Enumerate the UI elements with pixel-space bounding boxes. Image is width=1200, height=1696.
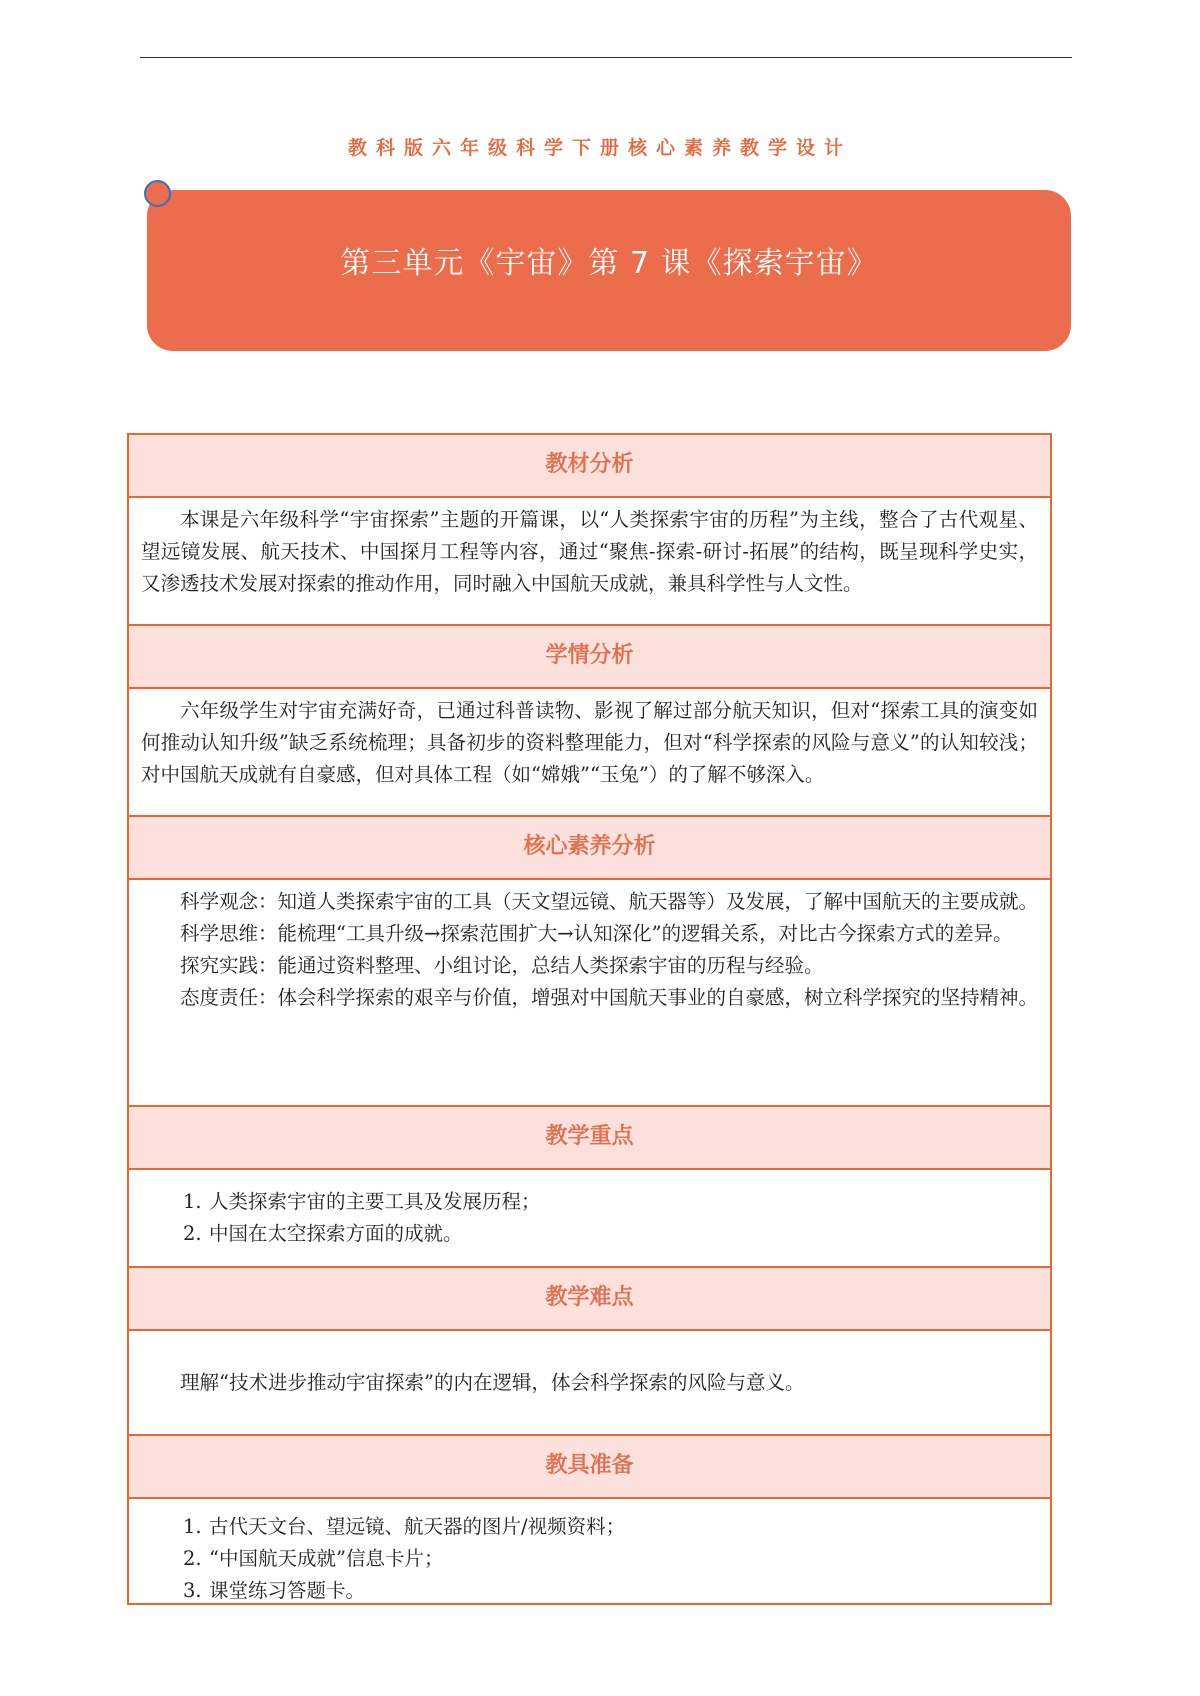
lesson-banner (147, 190, 1071, 351)
paragraph: 科学思维：能梳理“工具升级→探索范围扩大→认知深化”的逻辑关系，对比古今探索方式的差异。 (180, 922, 1013, 945)
paragraph: 理解“技术进步推动宇宙探索”的内在逻辑，体会科学探索的风险与意义。 (180, 1371, 805, 1394)
banner-dot-decoration (144, 180, 171, 207)
section-body-materials-prep (129, 1499, 1050, 1603)
lesson-plan-table (127, 433, 1052, 1605)
section-body-material (129, 498, 1050, 626)
section-heading-difficulties: 教学难点 (129, 1268, 1050, 1331)
header-rule (140, 57, 1072, 58)
list-item: 1. 古代天文台、望远镜、航天器的图片/视频资料； (183, 1515, 626, 1538)
section-body-students (129, 689, 1050, 817)
paragraph: 探究实践：能通过资料整理、小组讨论，总结人类探索宇宙的历程与经验。 (180, 954, 824, 977)
section-heading-materials-prep: 教具准备 (129, 1436, 1050, 1499)
list-item: 2. “中国航天成就”信息卡片； (183, 1547, 444, 1570)
section-body-difficulties (129, 1331, 1050, 1436)
list-item: 2. 中国在太空探索方面的成就。 (183, 1222, 463, 1245)
list-item: 3. 课堂练习答题卡。 (183, 1579, 366, 1602)
series-title: 教科版六年级科学下册核心素养教学设计 (347, 137, 852, 159)
section-heading-students: 学情分析 (129, 626, 1050, 689)
paragraph: 本课是六年级科学“宇宙探索”主题的开篇课，以“人类探索宇宙的历程”为主线，整合了古代观星、望远镜发展、航天技术、中国探月工程等内容，通过“聚焦-探索-研讨-拓展”的结构，既呈现科学史实，又渗透技术发展对探索的推动作用，同时融入中国航天成就，兼具科学性与人文性。 (141, 508, 1038, 595)
lesson-title: 第三单元《宇宙》第 7 课《探索宇宙》 (340, 245, 878, 281)
section-heading-material: 教材分析 (129, 435, 1050, 498)
paragraph: 态度责任：体会科学探索的艰辛与价值，增强对中国航天事业的自豪感，树立科学探究的坚持精神。 (180, 986, 1039, 1009)
section-heading-key-points: 教学重点 (129, 1107, 1050, 1170)
paragraph: 科学观念：知道人类探索宇宙的工具（天文望远镜、航天器等）及发展，了解中国航天的主要成就。 (180, 890, 1039, 913)
list-item: 1. 人类探索宇宙的主要工具及发展历程； (183, 1190, 541, 1213)
paragraph: 六年级学生对宇宙充满好奇，已通过科普读物、影视了解过部分航天知识，但对“探索工具的演变如何推动认知升级”缺乏系统梳理；具备初步的资料整理能力，但对“科学探索的风险与意义”的认知较浅；对中国航天成就有自豪感，但对具体工程（如“嫦娥”“玉兔”）的了解不够深入。 (141, 699, 1038, 786)
section-body-literacy (129, 880, 1050, 1107)
section-heading-literacy: 核心素养分析 (129, 817, 1050, 880)
section-body-key-points (129, 1170, 1050, 1268)
